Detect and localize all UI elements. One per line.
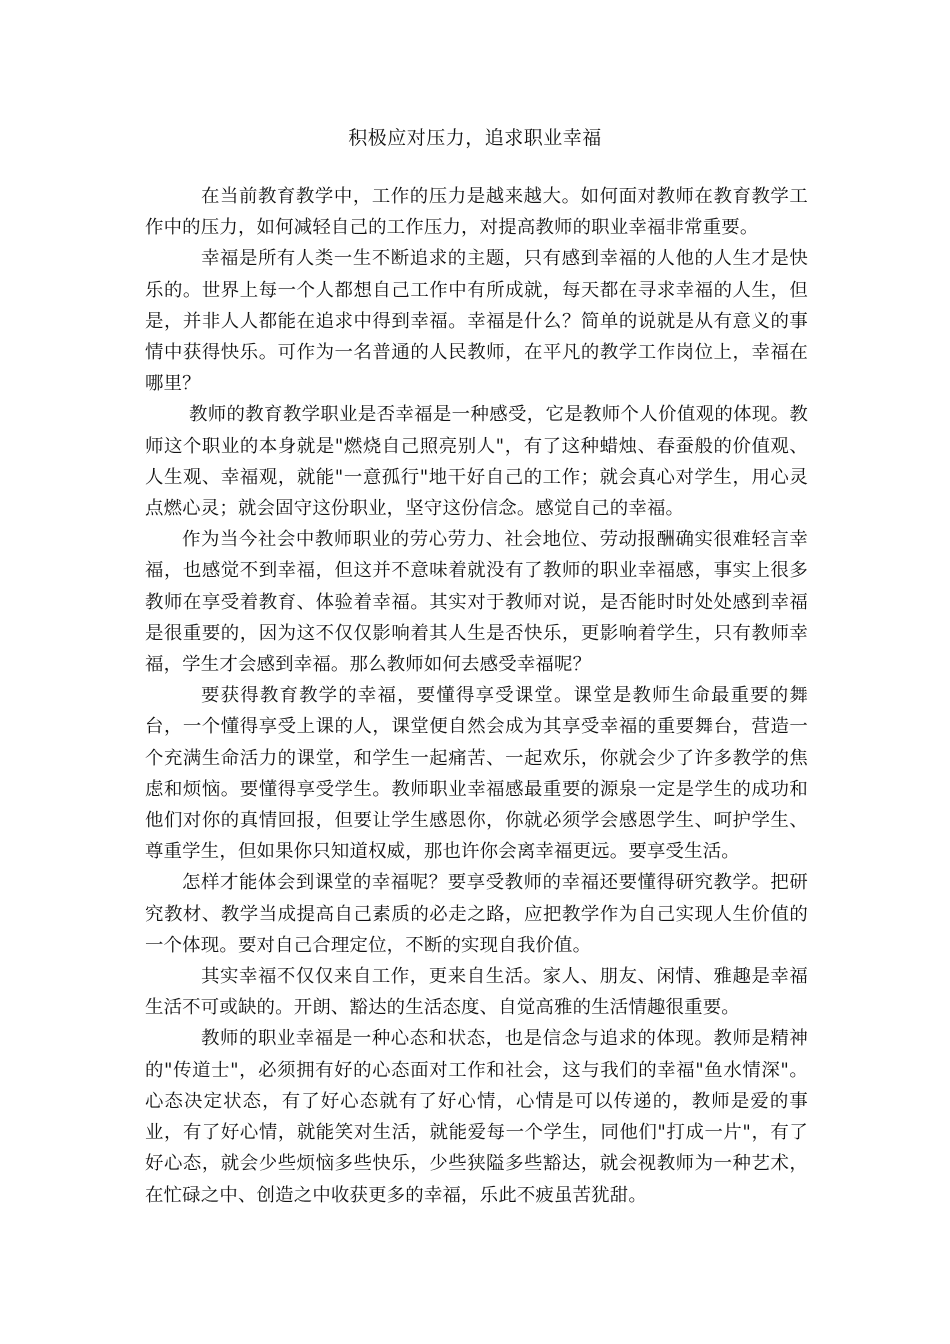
document-body: [145, 181, 808, 1211]
paragraph-1: 在当前教育教学中，工作的压力是越来越大。如何面对教师在教育教学工作中的压力，如何减轻自己的工作压力，对提高教师的职业幸福非常重要。: [145, 186, 808, 239]
paragraph-4: 作为当今社会中教师职业的劳心劳力、社会地位、劳动报酬确实很难轻言幸福，也感觉不到幸福，但这并不意味着就没有了教师的职业幸福感，事实上很多教师在享受着教育、体验着幸福。其实对于教师对说，是否能时时处处感到幸福是很重要的，因为这不仅仅影响着其人生是否快乐，更影响着学生，只有教师幸福，学生才会感到幸福。那么教师如何去感受幸福呢？: [145, 529, 808, 676]
paragraph-7: 其实幸福不仅仅来自工作，更来自生活。家人、朋友、闲情、雅趣是幸福生活不可或缺的。开朗、豁达的生活态度、自觉高雅的生活情趣很重要。: [145, 966, 808, 1019]
paragraph-5: 要获得教育教学的幸福，要懂得享受课堂。课堂是教师生命最重要的舞台，一个懂得享受上课的人，课堂便自然会成为其享受幸福的重要舞台，营造一个充满生命活力的课堂，和学生一起痛苦、一起欢乐，你就会少了许多教学的焦虑和烦恼。要懂得享受学生。教师职业幸福感最重要的源泉一定是学生的成功和他们对你的真情回报，但要让学生感恩你，你就必须学会感恩学生、呵护学生、尊重学生，但如果你只知道权威，那也许你会离幸福更远。要享受生活。: [145, 685, 808, 863]
paragraph-6: 怎样才能体会到课堂的幸福呢？要享受教师的幸福还要懂得研究教学。把研究教材、教学当成提高自己素质的必走之路，应把教学作为自己实现人生价值的一个体现。要对自己合理定位，不断的实现自我价值。: [145, 872, 808, 956]
paragraph-3: 教师的教育教学职业是否幸福是一种感受，它是教师个人价值观的体现。教师这个职业的本身就是"燃烧自己照亮别人"，有了这种蜡烛、春蚕般的价值观、人生观、幸福观，就能"一意孤行"地干好自己的工作；就会真心对学生，用心灵点燃心灵；就会固守这份职业，坚守这份信念。感觉自己的幸福。: [145, 404, 808, 520]
paragraph-2: 幸福是所有人类一生不断追求的主题，只有感到幸福的人他的人生才是快乐的。世界上每一个人都想自己工作中有所成就，每天都在寻求幸福的人生，但是，并非人人都能在追求中得到幸福。幸福是什么？简单的说就是从有意义的事情中获得快乐。可作为一名普通的人民教师，在平凡的教学工作岗位上，幸福在哪里？: [145, 248, 808, 395]
paragraph-8: 教师的职业幸福是一种心态和状态，也是信念与追求的体现。教师是精神的"传道士"，必须拥有好的心态面对工作和社会，这与我们的幸福"鱼水情深"。心态决定状态，有了好心态就有了好心情，心情是可以传递的，教师是爱的事业，有了好心情，就能笑对生活，就能爱每一个学生，同他们"打成一片"，有了好心态，就会少些烦恼多些快乐，少些狭隘多些豁达，就会视教师为一种艺术，在忙碌之中、创造之中收获更多的幸福，乐此不疲虽苦犹甜。: [145, 1028, 808, 1206]
document-title: 积极应对压力，追求职业幸福: [348, 127, 602, 149]
